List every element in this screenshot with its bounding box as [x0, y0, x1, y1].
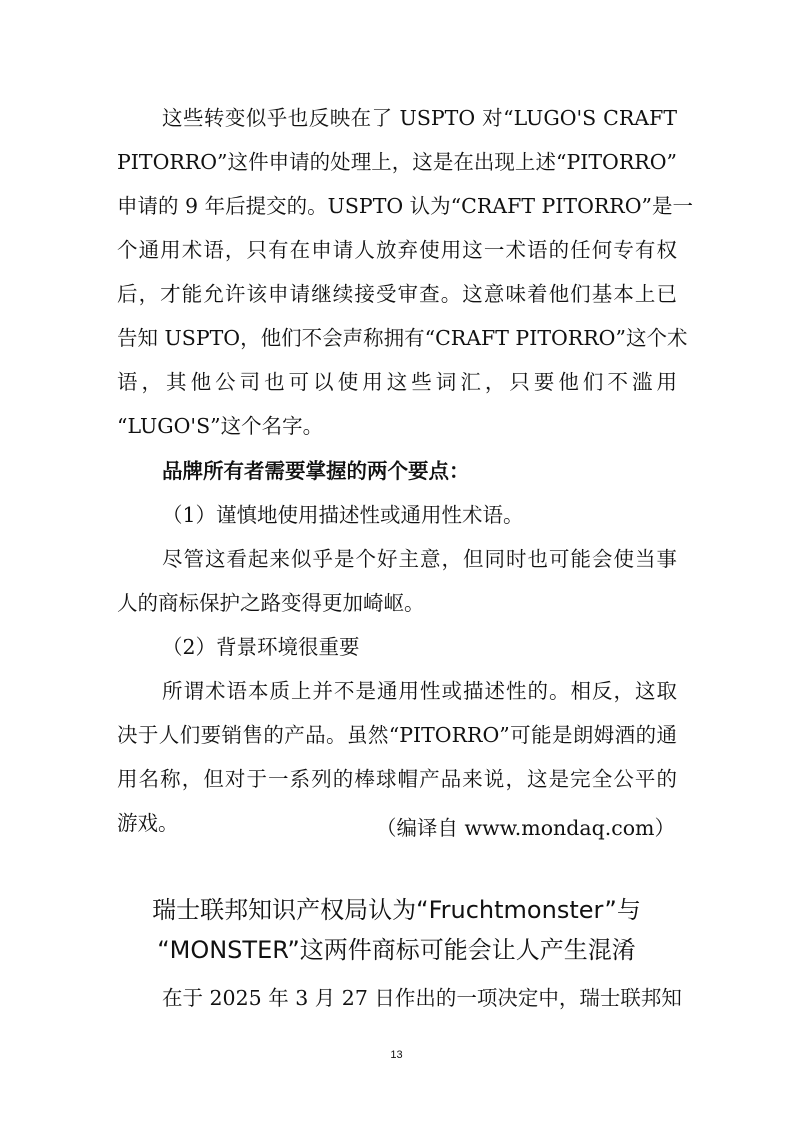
key-points-heading: 品牌所有者需要掌握的两个要点： — [162, 459, 470, 483]
source-citation: （编译自 www.mondaq.com） — [376, 816, 675, 840]
article2-title-line: 瑞士联邦知识产权局认为“Fruchtmonster”与 — [152, 896, 641, 924]
paragraph1-line: 个通用术语，只有在申请人放弃使用这一术语的任何专有权 — [117, 238, 677, 262]
paragraph1-line: PITORRO”这件申请的处理上，这是在出现上述“PITORRO” — [117, 150, 677, 174]
point2-title: （2）背景环境很重要 — [162, 635, 360, 659]
page-number: 13 — [390, 1049, 403, 1061]
paragraph1-line: 后，才能允许该申请继续接受审查。这意味着他们基本上已 — [117, 282, 677, 306]
point1-body-line: 人的商标保护之路变得更加崎岖。 — [117, 591, 425, 615]
point1-title: （1）谨慎地使用描述性或通用性术语。 — [162, 503, 524, 527]
point1-body-line: 尽管这看起来似乎是个好主意，但同时也可能会使当事 — [162, 547, 677, 571]
paragraph1-line: 申请的 9 年后提交的。USPTO 认为“CRAFT PITORRO”是一 — [117, 194, 694, 218]
point2-body-line: 游戏。 — [117, 811, 179, 835]
paragraph1-line: “LUGO'S”这个名字。 — [117, 414, 324, 438]
article2-title-line: “MONSTER”这两件商标可能会让人产生混淆 — [157, 936, 636, 964]
point2-body-line: 用名称，但对于一系列的棒球帽产品来说，这是完全公平的 — [117, 767, 677, 791]
point2-body-line: 决于人们要销售的产品。虽然“PITORRO”可能是朗姆酒的通 — [117, 723, 677, 747]
point2-body-line: 所谓术语本质上并不是通用性或描述性的。相反，这取 — [162, 679, 677, 703]
article2-body-line: 在于 2025 年 3 月 27 日作出的一项决定中，瑞士联邦知 — [162, 986, 682, 1010]
paragraph1-line: 语，其他公司也可以使用这些词汇，只要他们不滥用 — [117, 370, 677, 394]
paragraph1-line: 告知 USPTO，他们不会声称拥有“CRAFT PITORRO”这个术 — [117, 326, 688, 350]
paragraph1-line: 这些转变似乎也反映在了 USPTO 对“LUGO'S CRAFT — [162, 106, 677, 130]
